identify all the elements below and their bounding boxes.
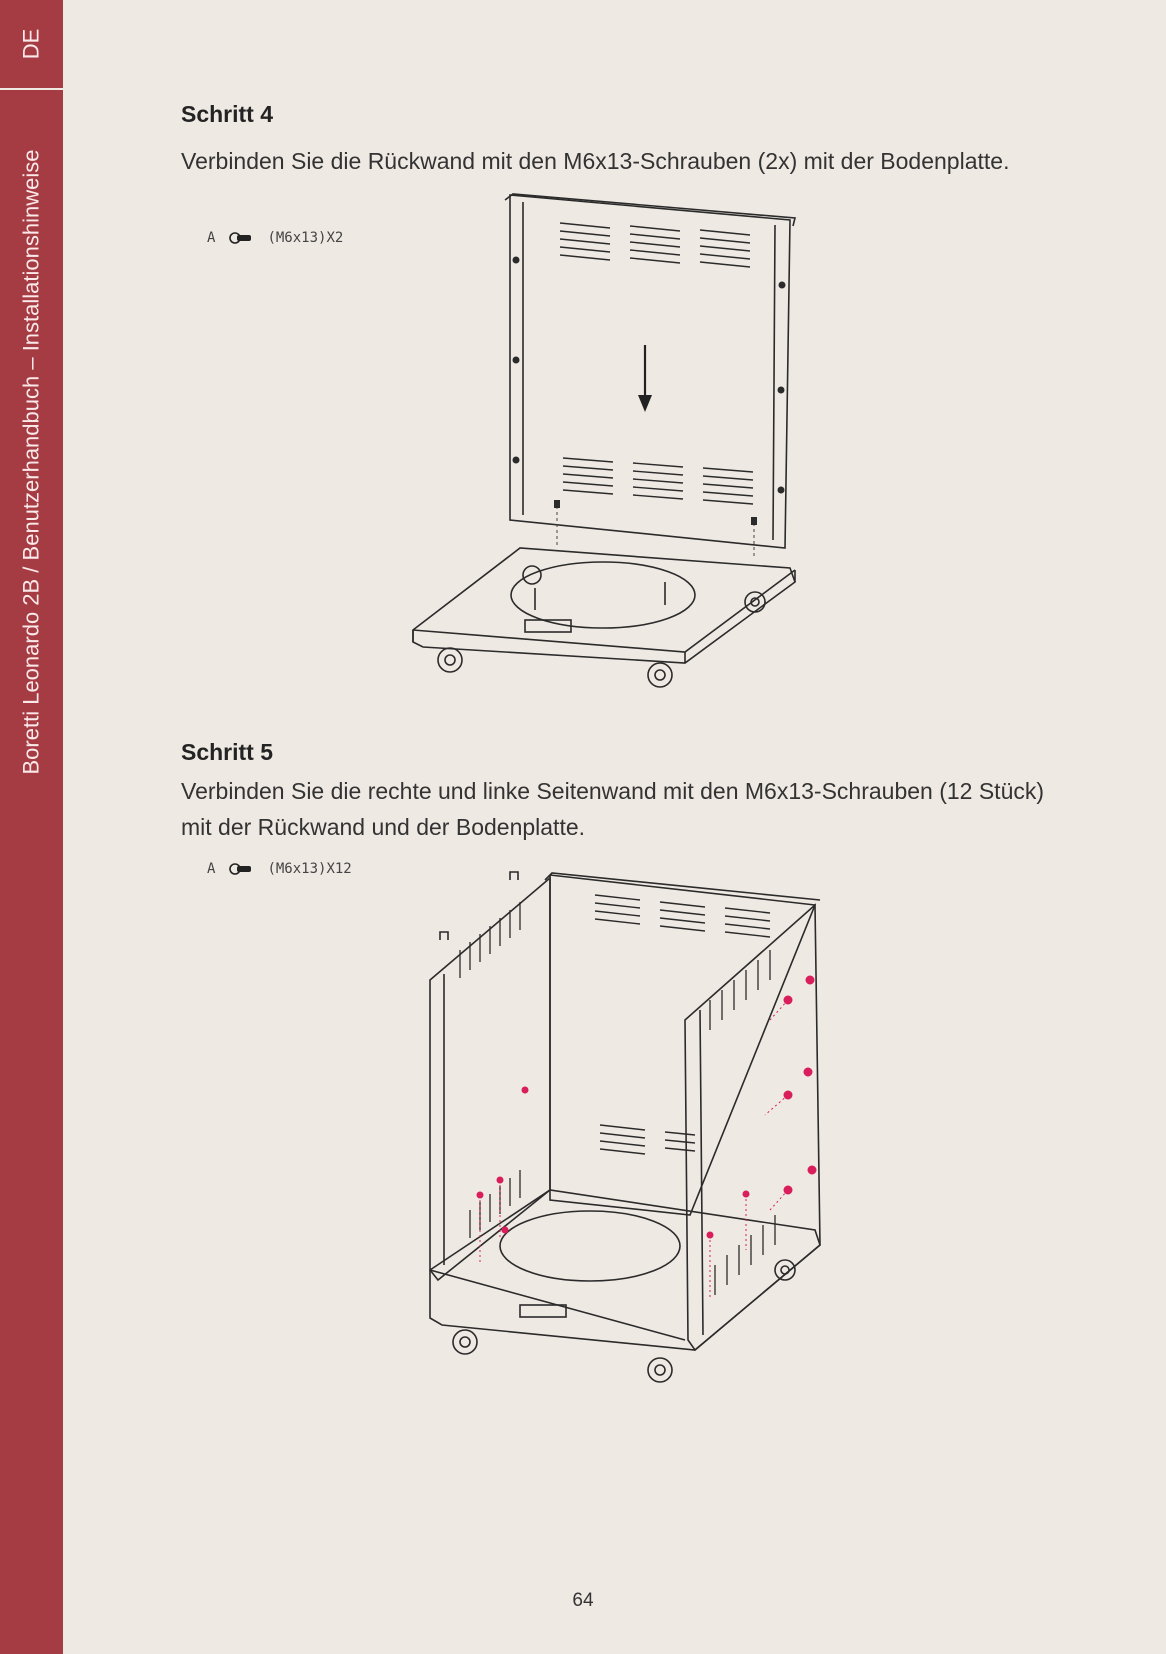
step-4-text: Verbinden Sie die Rückwand mit den M6x13-Schrauben (2x) mit der Bodenplatte. [181, 148, 1010, 174]
step-5-assembly-diagram [420, 870, 840, 1390]
step-4-parts-legend [207, 230, 343, 246]
sidebar-title-container [0, 100, 63, 824]
part-label: (M6x13)X12 [267, 861, 352, 877]
language-tab [0, 0, 63, 90]
part-letter: A [207, 230, 216, 246]
step-4-title: Schritt 4 [181, 101, 274, 127]
screw-icon [229, 862, 253, 876]
step-5-text-line-2: mit der Rückwand und der Bodenplatte. [181, 814, 586, 840]
sidebar-title: Boretti Leonardo 2B / Benutzerhandbuch – Installationshinweise [18, 149, 44, 775]
page-number: 64 [572, 1590, 594, 1611]
step-4-assembly-diagram [405, 190, 805, 710]
part-letter: A [207, 861, 216, 877]
screw-icon [229, 231, 253, 245]
step-5-text-line-1: Verbinden Sie die rechte und linke Seitenwand mit den M6x13-Schrauben (12 Stück) [181, 778, 1045, 804]
step-5-text [181, 773, 1081, 845]
sidebar [0, 0, 63, 1654]
step-5-parts-legend [207, 861, 352, 877]
language-label: DE [18, 28, 44, 60]
part-label: (M6x13)X2 [267, 230, 344, 246]
step-5-title: Schritt 5 [181, 739, 274, 765]
